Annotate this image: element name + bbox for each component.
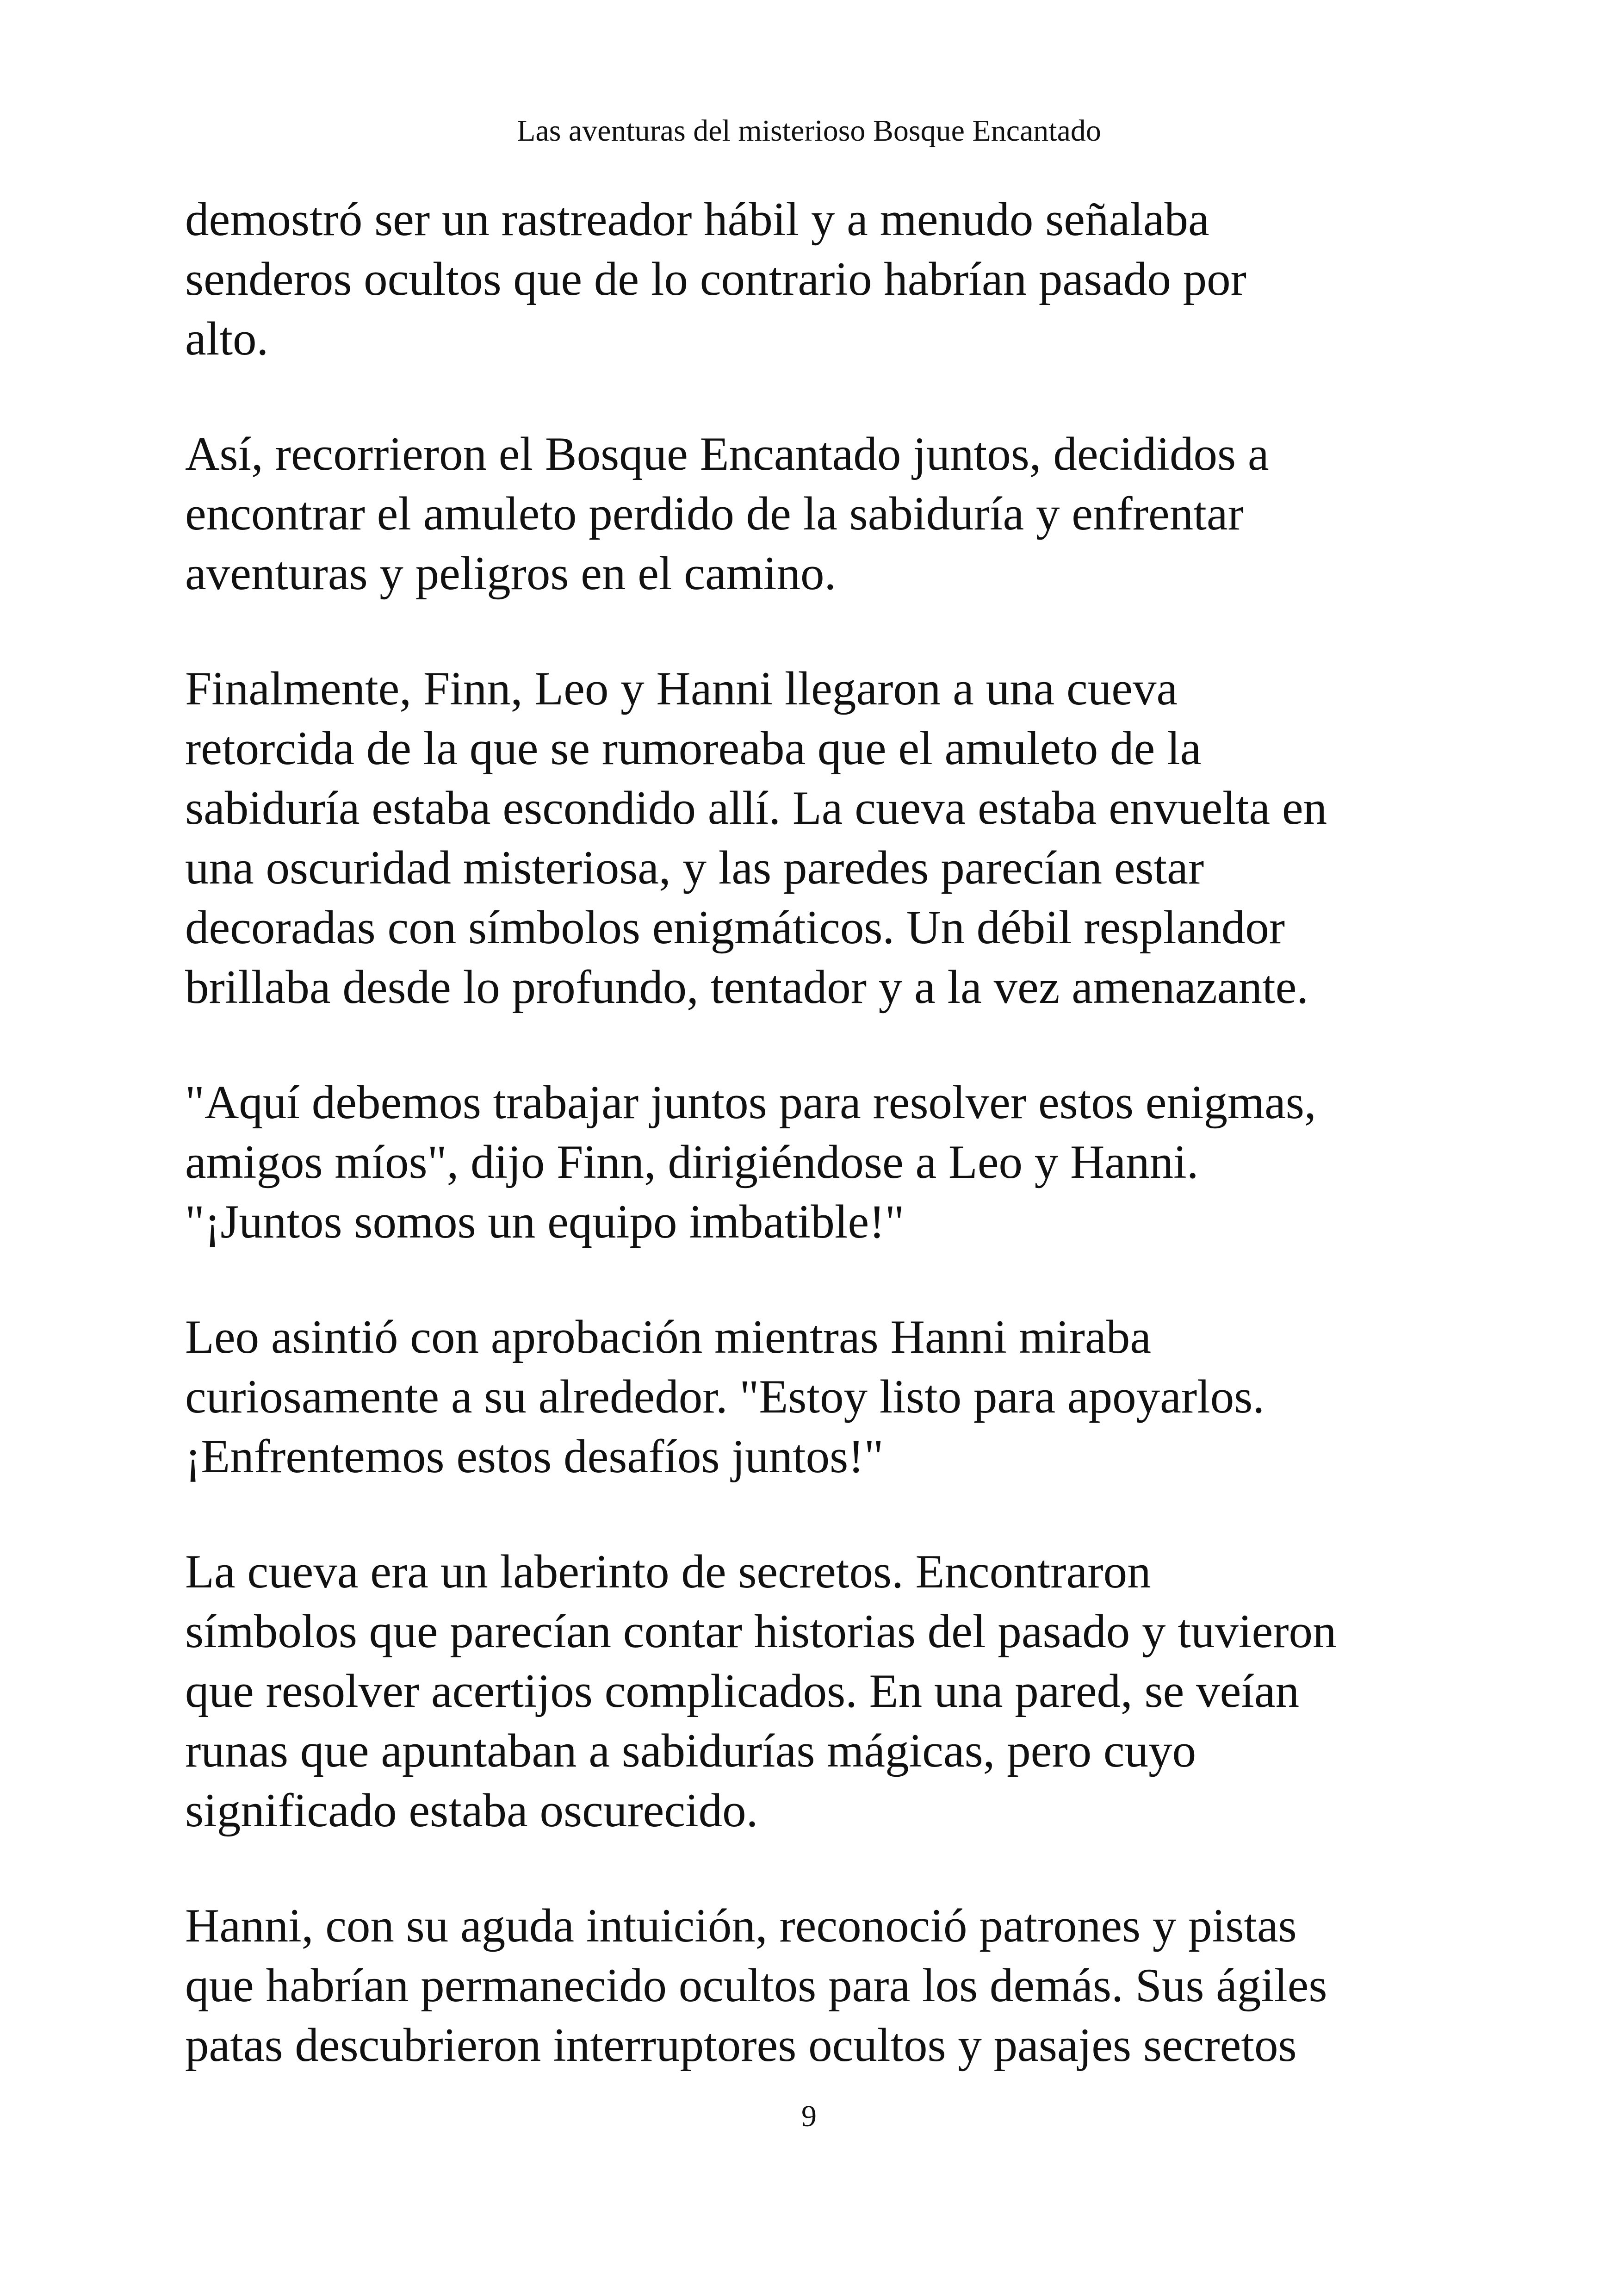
paragraph: demostró ser un rastreador hábil y a menudo señalaba senderos ocultos que de lo contrario habrían pasado por alto. (185, 193, 1246, 365)
page-number: 9 (801, 2099, 817, 2133)
page-body (185, 190, 1481, 2131)
paragraph: Leo asintió con aprobación mientras Hanni miraba curiosamente a su alrededor. "Estoy listo para apoyarlos. ¡Enfrentemos estos desafíos juntos!" (185, 1311, 1265, 1483)
paragraph: Finalmente, Finn, Leo y Hanni llegaron a una cueva retorcida de la que se rumoreaba que el amuleto de la sabiduría estaba escondido allí. La cueva estaba envuelta en una oscuridad misteriosa, y las paredes parecían estar decoradas con símbolos enigmáticos. Un débil resplandor brillaba desde lo profundo, tentador y a la vez amenazante. (185, 662, 1327, 1014)
paragraph: Así, recorrieron el Bosque Encantado juntos, decididos a encontrar el amuleto perdido de la sabiduría y enfrentar aventuras y peligros en el camino. (185, 428, 1269, 600)
paragraph: "Aquí debemos trabajar juntos para resolver estos enigmas, amigos míos", dijo Finn, dirigiéndose a Leo y Hanni. "¡Juntos somos un equipo imbatible!" (185, 1076, 1316, 1248)
paragraph: Hanni, con su aguda intuición, reconoció patrones y pistas que habrían permanecido ocultos para los demás. Sus ágiles patas descubrieron interruptores ocultos y pasajes secretos (185, 1899, 1327, 2072)
paragraph: La cueva era un laberinto de secretos. Encontraron símbolos que parecían contar historias del pasado y tuvieron que resolver acertijos complicados. En una pared, se veían runas que apuntaban a sabidurías mágicas, pero cuyo significado estaba oscurecido. (185, 1545, 1337, 1837)
running-header: Las aventuras del misterioso Bosque Encantado (517, 114, 1101, 148)
